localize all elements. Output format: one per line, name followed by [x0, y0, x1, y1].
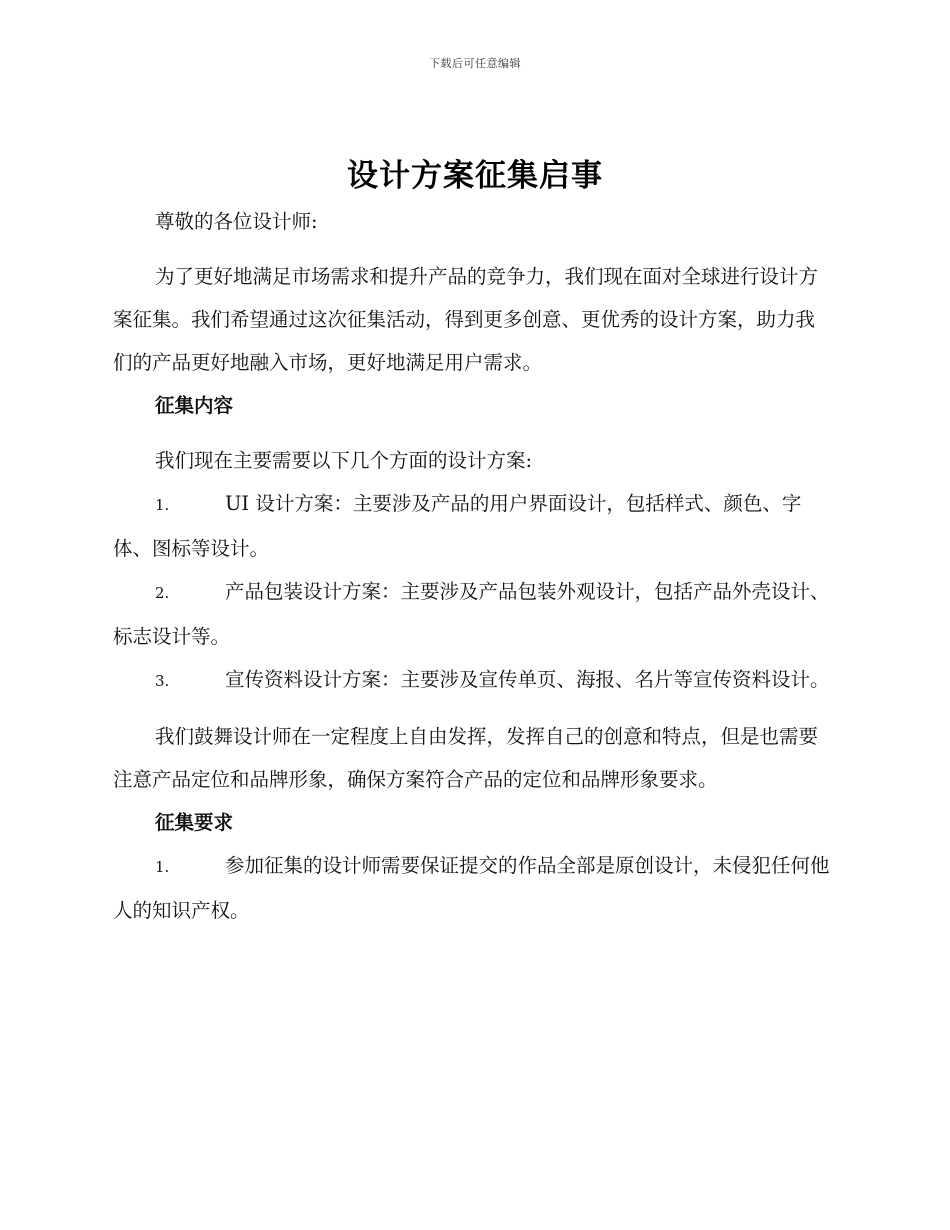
- list-item-number: 3.: [155, 672, 170, 690]
- intro-paragraph: 为了更好地满足市场需求和提升产品的竞争力，我们现在面对全球进行设计方案征集。我们希望通过这次征集活动，得到更多创意、更优秀的设计方案，助力我们的产品更好地融入市场，更好地满足用户需求。: [113, 265, 819, 374]
- section-lead: 我们现在主要需要以下几个方面的设计方案:: [155, 449, 533, 472]
- list-item-text: UI 设计方案：主要涉及产品的用户界面设计，包括样式、颜色、字体、图标等设计。: [113, 492, 802, 560]
- list-item-number: 2.: [155, 584, 170, 602]
- document-body: [113, 200, 833, 932]
- list-item-number: 1.: [155, 858, 170, 876]
- list-item-text: 参加征集的设计师需要保证提交的作品全部是原创设计，未侵犯任何他人的知识产权。: [113, 854, 830, 922]
- list-item-number: 1.: [155, 496, 170, 514]
- list-item: [113, 482, 833, 570]
- list-item: [113, 570, 833, 658]
- header-note: 下载后可任意编辑: [429, 57, 521, 70]
- section-heading-requirements: 征集要求: [155, 811, 234, 834]
- list-item-text: 宣传资料设计方案：主要涉及宣传单页、海报、名片等宣传资料设计。: [225, 668, 830, 691]
- salutation: 尊敬的各位设计师:: [155, 210, 318, 233]
- section-heading-content: 征集内容: [155, 394, 234, 417]
- list-item: [113, 844, 833, 932]
- list-item: [113, 658, 833, 703]
- section-closing-paragraph: 我们鼓舞设计师在一定程度上自由发挥，发挥自己的创意和特点，但是也需要注意产品定位和品牌形象，确保方案符合产品的定位和品牌形象要求。: [113, 725, 819, 791]
- list-item-text: 产品包装设计方案：主要涉及产品包装外观设计，包括产品外壳设计、标志设计等。: [113, 580, 830, 648]
- page-title: 设计方案征集启事: [347, 158, 603, 194]
